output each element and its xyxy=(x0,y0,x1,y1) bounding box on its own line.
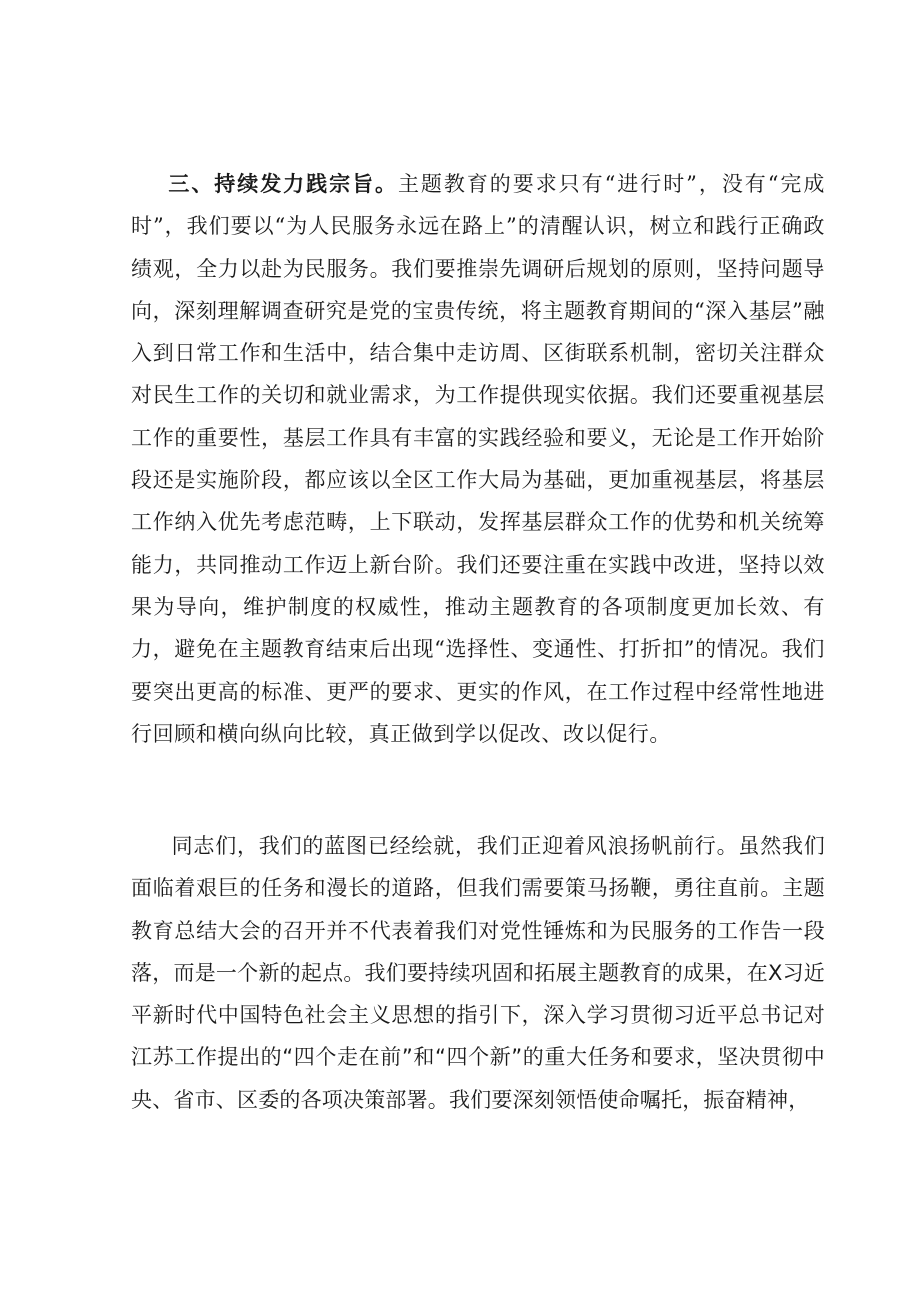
paragraph-body: 主题教育的要求只有“进行时”，没有“完成时”，我们要以“为人民服务永远在路上”的清醒认识，树立和践行正确政绩观，全力以赴为民服务。我们要推崇先调研后规划的原则，坚持问题导向，深刻理解调查研究是党的宝贵传统，将主题教育期间的“深入基层”融入到日常工作和生活中，结合集中走访周、区街联系机制，密切关注群众对民生工作的关切和就业需求，为工作提供现实依据。我们还要重视基层工作的重要性，基层工作具有丰富的实践经验和要义，无论是工作开始阶段还是实施阶段，都应该以全区工作大局为基础，更加重视基层，将基层工作纳入优先考虑范畴，上下联动，发挥基层群众工作的优势和机关统筹能力，共同推动工作迈上新台阶。我们还要注重在实践中改进，坚持以效果为导向，维护制度的权威性，推动主题教育的各项制度更加长效、有力，避免在主题教育结束后出现“选择性、变通性、打折扣”的情况。我们要突出更高的标准、更严的要求、更实的作风，在工作过程中经常性地进行回顾和横向纵向比较，真正做到学以促改、改以促行。 xyxy=(131,172,825,746)
paragraph-practice-purpose xyxy=(131,163,825,755)
paragraph-comrades xyxy=(131,825,825,1121)
paragraph-body: 同志们，我们的蓝图已经绘就，我们正迎着风浪扬帆前行。虽然我们面临着艰巨的任务和漫长的道路，但我们需要策马扬鞭，勇往直前。主题教育总结大会的召开并不代表着我们对党性锤炼和为民服务的工作告一段落，而是一个新的起点。我们要持续巩固和拓展主题教育的成果，在X习近平新时代中国特色社会主义思想的指引下，深入学习贯彻习近平总书记对江苏工作提出的“四个走在前”和“四个新”的重大任务和要求，坚决贯彻中央、省市、区委的各项决策部署。我们要深刻领悟使命嘱托，振奋精神， xyxy=(131,834,825,1112)
section-heading: 三、持续发力践宗旨。 xyxy=(167,172,398,196)
